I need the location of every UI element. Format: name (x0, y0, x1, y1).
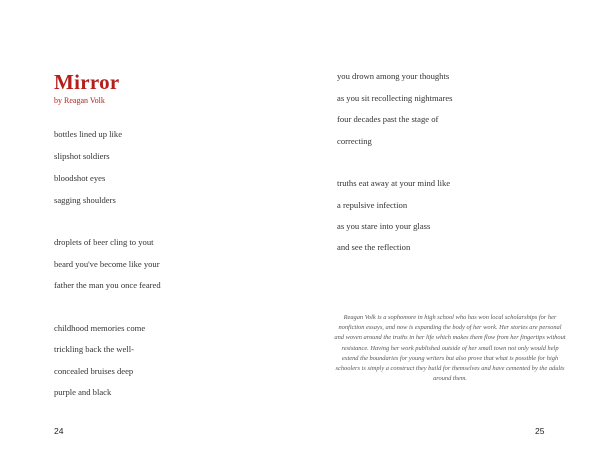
poem-title: Mirror (54, 70, 120, 94)
poem-line: father the man you once feared (54, 280, 161, 290)
poem-line: slipshot soldiers (54, 151, 110, 161)
page-number-right: 25 (535, 426, 545, 436)
poem-line: a repulsive infection (337, 200, 408, 210)
poem-line: you drown among your thoughts (337, 71, 450, 81)
poem-line: four decades past the stage of (337, 114, 439, 124)
poem-line: childhood memories come (54, 323, 146, 333)
poem-line: correcting (337, 136, 372, 146)
poem-line: bottles lined up like (54, 129, 123, 139)
poem-byline: by Reagan Volk (54, 96, 105, 105)
poem-line: trickling back the well- (54, 344, 134, 354)
poem-line: purple and black (54, 387, 112, 397)
page-number-left: 24 (54, 426, 64, 436)
poem-line: bloodshot eyes (54, 173, 106, 183)
poem-line: truths eat away at your mind like (337, 178, 451, 188)
poem-line: and see the reflection (337, 242, 411, 252)
right-page (300, 0, 600, 463)
poem-line: as you stare into your glass (337, 221, 431, 231)
poem-line: as you sit recollecting nightmares (337, 93, 453, 103)
author-bio: Reagan Volk is a sophomore in high school who has won local scholarships for her nonfiction essays, and now is expanding the body of her work. Her stories are personal and woven around the truths in her life which makes them flow from her fingertips without resistance. Having her work published outside of her small town not only would help extend the boundaries for young writers but also prove that what is possible for high schoolers is simply a construct they build for themselves and have cemented by the adults around them. (334, 314, 566, 383)
poem-line: concealed bruises deep (54, 366, 134, 376)
poem-line: droplets of beer cling to yout (54, 237, 154, 247)
poem-line: sagging shoulders (54, 195, 116, 205)
poem-line: beard you've become like your (54, 259, 160, 269)
